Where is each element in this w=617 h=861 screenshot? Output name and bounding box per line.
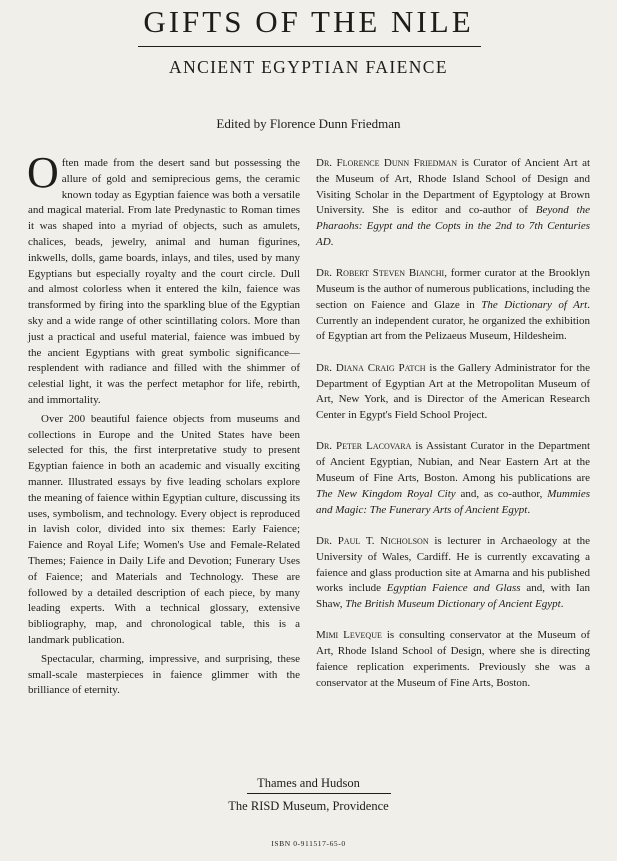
book-title-ref: The New Kingdom Royal City <box>316 487 456 500</box>
bio-bianchi <box>316 266 590 345</box>
publisher-risd: The RISD Museum, Providence <box>228 799 389 813</box>
contributor-name: Dr. Florence Dunn Friedman <box>316 157 458 169</box>
drop-cap: O <box>27 148 59 197</box>
description-column <box>27 148 300 699</box>
contributor-name: Dr. Peter Lacovara <box>316 440 412 453</box>
bio-patch <box>316 361 590 424</box>
bio-text: is the Gallery Administrator for the Department of Egyptian Art at the Metropolitan Museum of Art, New York, and is Director of the American Research Center in Egypt's Field School Project. <box>316 361 590 422</box>
description-paragraph-1 <box>27 148 300 409</box>
description-paragraph-2: Over 200 beautiful faience objects from museums and collections in Europe and the United States have been selected for this, the first interpretative study to present Egyptian faience in both an academic and visually exciting manner. Illustrated essays by five leading scholars explore the meaning of faience within Egyptian culture, discussing its uses, symbolism, and technology. Every object is reproduced in lavish color, divided into six themes: Early Faience; Faience and Royal Life; Women's Use and Female-Related Themes; Faience in Daily Life and Devotion; Funerary Uses of Faience; and Materials and Technology. These are followed by a detailed description of each piece, by many leading experts. With a technical glossary, extensive bibliography, map, and chronological table, this is a landmark publication. <box>28 412 300 646</box>
bio-text: is Assistant Curator in the Department of Ancient Egyptian, Nubian, and Near Eastern Art at the Museum of Fine Arts, Boston. Among his publications are <box>316 440 591 485</box>
bio-text: . Currently an independent curator, he organized the exhibition of Egyptian art from the Pelizaeus Museum, Hildesheim. <box>316 298 590 343</box>
bio-text: is consulting conservator at the Museum of Art, Rhode Island School of Design, where she is directing faience replication experiments. Previously she was a conservator at the Museum of Fine Arts, Boston. <box>316 629 590 689</box>
bio-text: . <box>330 235 334 248</box>
title-rule <box>138 46 481 47</box>
bio-text: is lecturer in Archaeology at the University of Wales, Cardiff. He is currently excavating a faience and glass production site at Amarna and his published works include <box>316 534 591 595</box>
bio-text: . <box>560 598 564 611</box>
book-subtitle: ANCIENT EGYPTIAN FAIENCE <box>169 57 448 77</box>
editor-line: Edited by Florence Dunn Friedman <box>216 116 401 131</box>
bio-nicholson <box>316 534 590 613</box>
book-title-ref: Mummies and Magic: The Funerary Arts of Ancient Egypt <box>316 487 590 516</box>
bio-text: , former curator at the Brooklyn Museum is the author of numerous publications, including the section on Faience and Glaze in <box>316 267 590 311</box>
bio-text: is Curator of Ancient Art at the Museum of Art, Rhode Island School of Design and Visiting Scholar in the Department of Egyptology at Brown University. She is editor and co-author of <box>316 157 591 217</box>
contributor-name: Dr. Diana Craig Patch <box>316 361 426 374</box>
contributor-name: Mimi Leveque <box>316 629 382 642</box>
bio-lacovara <box>316 439 590 518</box>
book-title-ref: The Dictionary of Art <box>481 298 588 311</box>
publisher-thames-hudson: Thames and Hudson <box>257 776 360 790</box>
publisher-rule <box>247 793 391 794</box>
book-title-ref: Egyptian Faience and Glass <box>386 582 521 595</box>
book-title-ref: Beyond the Pharaohs: Egypt and the Copts in the 2nd to 7th Centuries AD <box>316 204 590 248</box>
bio-text: and, with Ian Shaw, <box>316 582 591 611</box>
description-paragraph-3: Spectacular, charming, impressive, and surprising, these small-scale masterpieces in faience glimmer with the brilliance of eternity. <box>28 652 300 697</box>
bio-text: . <box>527 503 531 516</box>
contributor-name: Dr. Paul T. Nicholson <box>316 534 429 547</box>
bio-friedman <box>316 156 590 251</box>
paragraph-text: ften made from the desert sand but possessing the allure of gold and semiprecious gems, the ceramic known today as Egyptian faience was both a versatile and magical material. From late Predynastic to Roman times it was shaped into a myriad of objects, such as amulets, chalices, beads, jewelry, animal and human figurines, inkwells, dolls, game boards, inlays, and tiles, used by many Egyptians but especially royalty and the court circle. Dull and almost colorless when it entered the kiln, faience was transformed by firing into the sparkling blue of the Egyptian sky and a wide range of other scintillating colors. More than just a practical and useful material, faience was imbued by the ancient Egyptians with great symbolic significance—resplendent with radiance and filled with the shimmer of celestial light, it was the perfect metaphor for life, rebirth, and immortality. <box>28 157 300 406</box>
bio-leveque <box>316 628 590 691</box>
book-title: GIFTS OF THE NILE <box>143 4 474 39</box>
isbn: ISBN 0-911517-65-0 <box>271 839 346 848</box>
contributors-column <box>316 156 590 707</box>
contributor-name: Dr. Robert Steven Bianchi <box>316 267 445 280</box>
book-title-ref: The British Museum Dictionary of Ancient Egypt <box>345 598 561 611</box>
bio-text: and, as co-author, <box>455 487 548 500</box>
